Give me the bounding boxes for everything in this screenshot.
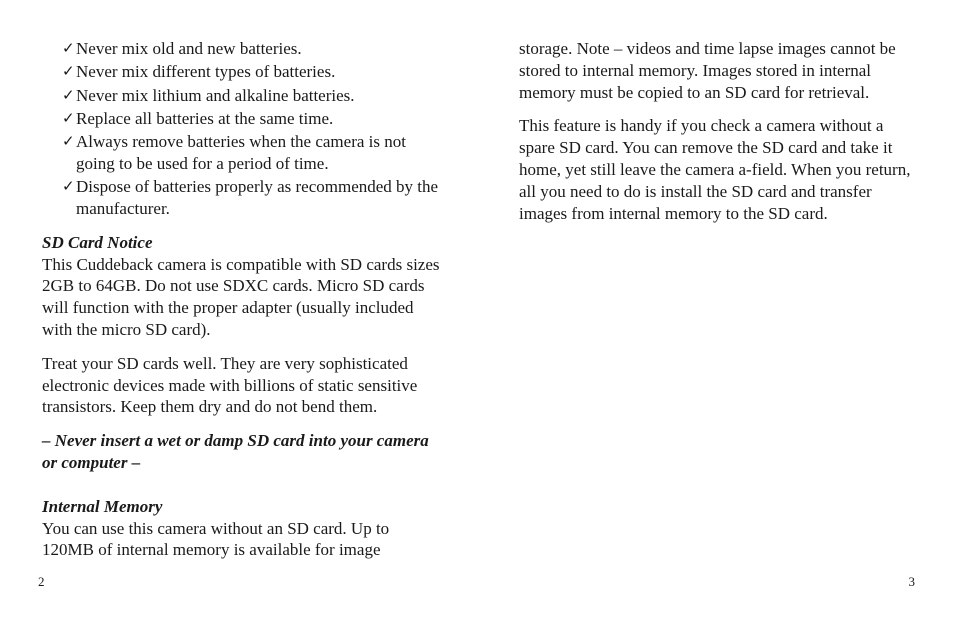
internal-memory-paragraph: You can use this camera without an SD card. Up to 120MB of internal memory is available for image [42, 518, 390, 560]
checklist-item-text: Replace all batteries at the same time. [76, 108, 334, 128]
checklist-item-text: Never mix different types of batteries. [76, 62, 336, 82]
left-column [42, 38, 442, 573]
checkmark-icon: ✓ [62, 39, 75, 57]
checkmark-icon: ✓ [62, 132, 75, 151]
checkmark-icon: ✓ [62, 108, 75, 127]
checklist-item [62, 61, 442, 83]
page-number: 2 [38, 574, 45, 589]
checkmark-icon: ✓ [62, 177, 75, 196]
right-page [477, 0, 954, 618]
checklist-item [62, 85, 442, 107]
checklist-item-text: Never mix old and new batteries. [76, 39, 302, 58]
sd-care-paragraph: Treat your SD cards well. They are very sophisticated electronic devices made with billions of static sensitive transistors. Keep them dry and do not bend them. [42, 353, 418, 417]
checklist-item [62, 176, 442, 220]
storage-note-paragraph: storage. Note – videos and time lapse images cannot be stored to internal memory. Images stored in internal memory must be copied to an SD card for retrieval. [519, 39, 896, 102]
checklist-item-text: Dispose of batteries properly as recommended by the manufacturer. [76, 177, 439, 219]
checklist-item-text: Always remove batteries when the camera is not going to be used for a period of time. [76, 132, 406, 173]
sd-card-notice-heading: SD Card Notice [42, 232, 153, 252]
checklist-item [62, 108, 442, 130]
checkmark-icon: ✓ [62, 85, 75, 104]
checkmark-icon: ✓ [62, 62, 75, 81]
sd-warning: – Never insert a wet or damp SD card into your camera or computer – [42, 431, 429, 473]
sd-compatibility-paragraph: This Cuddeback camera is compatible with SD cards sizes 2GB to 64GB. Do not use SDXC cards. Micro SD cards will function with the proper adapter (usually included with the micro SD card). [42, 254, 440, 340]
checklist-item-text: Never mix lithium and alkaline batteries. [76, 85, 355, 105]
page-number: 3 [908, 574, 915, 589]
checklist-item [62, 38, 442, 60]
battery-checklist [42, 38, 442, 220]
internal-memory-heading: Internal Memory [42, 496, 163, 516]
checklist-item [62, 131, 442, 175]
feature-paragraph: This feature is handy if you check a camera without a spare SD card. You can remove the SD card and take it home, yet still leave the camera a-field. When you return, all you need to do is install the SD card and transfer images from internal memory to the SD card. [519, 116, 911, 223]
right-column [519, 38, 919, 236]
